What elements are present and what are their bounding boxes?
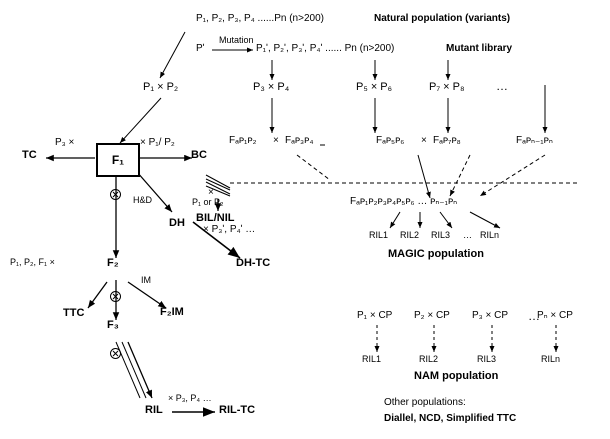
magic-ril-3: RIL3 [431,230,451,240]
mutation-label: Mutation [219,35,254,45]
magic-times-2: × [421,135,427,146]
fa-p5p6: Fₐᴘ₅ᴘ₆ [376,135,405,146]
mutant-library-line: P₁ʹ, P₂ʹ, P₃ʹ, P₄ʹ ...... Pn (n>200) [256,43,395,54]
nam-ril-3: RIL3 [477,354,497,364]
mutant-source-label: Pʹ [196,43,205,54]
f2im-label: F₂IM [160,306,184,318]
natural-population-line: P₁, P₂, P₃, P₄ ......Pn (n>200) [196,13,324,24]
magic-ril-2: RIL2 [400,230,420,240]
nam-cross-n: Pₙ × CP [537,310,573,321]
nam-ril-1: RIL1 [362,354,382,364]
cross-p3-p4: P₃ × P₄ [253,81,290,93]
nam-ril-2: RIL2 [419,354,439,364]
dh-tc-label: DH-TC [236,257,271,269]
fa-p1p2: Fₐᴘ₁ᴘ₂ [229,135,257,146]
ttc-label: TTC [63,307,85,319]
other-populations-list: Diallel, NCD, Simplified TTC [384,413,517,424]
cross-p1-p2: P₁ × P₂ [143,81,179,93]
f3-label: F₃ [107,319,119,331]
cross-ellipsis: … [496,79,508,93]
bc-recurrent-times: × [208,187,214,198]
magic-combined-line: Fₐᴘ₁ᴘ₂ᴘ₃ᴘ₄ᴘ₅ᴘ₆ … ᴘₙ₋₁ᴘₙ [350,196,458,207]
im-label: IM [141,275,151,285]
nam-ellipsis: … [528,309,540,323]
natural-population-label: Natural population (variants) [374,13,511,24]
magic-times-1: × [273,135,279,146]
f2-label: F₂ [107,257,119,269]
dh-label: DH [169,217,185,229]
selfing-symbol-f1 [110,189,121,200]
cross-p7-p8: P₇ × P₈ [429,81,465,93]
nam-cross-1: P₁ × CP [357,310,393,321]
f2-testers-label: P₁, P₂, F₁ × [10,257,55,267]
fa-p7p8: Fₐᴘ₇ᴘ₈ [433,135,461,146]
magic-ril-n: RILn [480,230,500,240]
nam-ril-n: RILn [541,354,561,364]
magic-ril-1: RIL1 [369,230,389,240]
nam-cross-3: P₃ × CP [472,310,509,321]
hd-label: H&D [133,195,153,205]
mutant-library-label: Mutant library [446,43,513,54]
f1-box: F₁ [96,143,140,177]
bc-label: BC [191,149,207,161]
bc-recurrent-parent: P₁ or P₂ [192,197,224,207]
tc-label: TC [22,149,37,161]
bil-nil-label: BIL/NIL [196,212,235,224]
magic-ril-ellipsis: … [463,230,472,240]
other-populations-heading: Other populations: [384,397,466,408]
selfing-symbol-f3 [110,348,121,359]
ril-cross-label: × P₃, P₄ … [168,393,212,403]
f1-backcross-label: × P₁/ P₂ [140,137,175,148]
ril-label: RIL [145,404,163,416]
nam-cross-2: P₂ × CP [414,310,450,321]
cross-p5-p6: P₅ × P₆ [356,81,393,93]
magic-population-label: MAGIC population [388,248,484,260]
fa-pn1pn: Fₐᴘₙ₋₁ᴘₙ [516,135,553,146]
dh-cross-label: × P₃ʹ, P₄ʹ … [203,224,256,235]
ril-tc-label: RIL-TC [219,404,256,416]
fa-p3p4: Fₐᴘ₃ᴘ₄ [285,135,314,146]
nam-population-label: NAM population [414,370,499,382]
selfing-symbol-f2 [110,291,121,302]
p3-cross-label: P₃ × [55,137,75,148]
